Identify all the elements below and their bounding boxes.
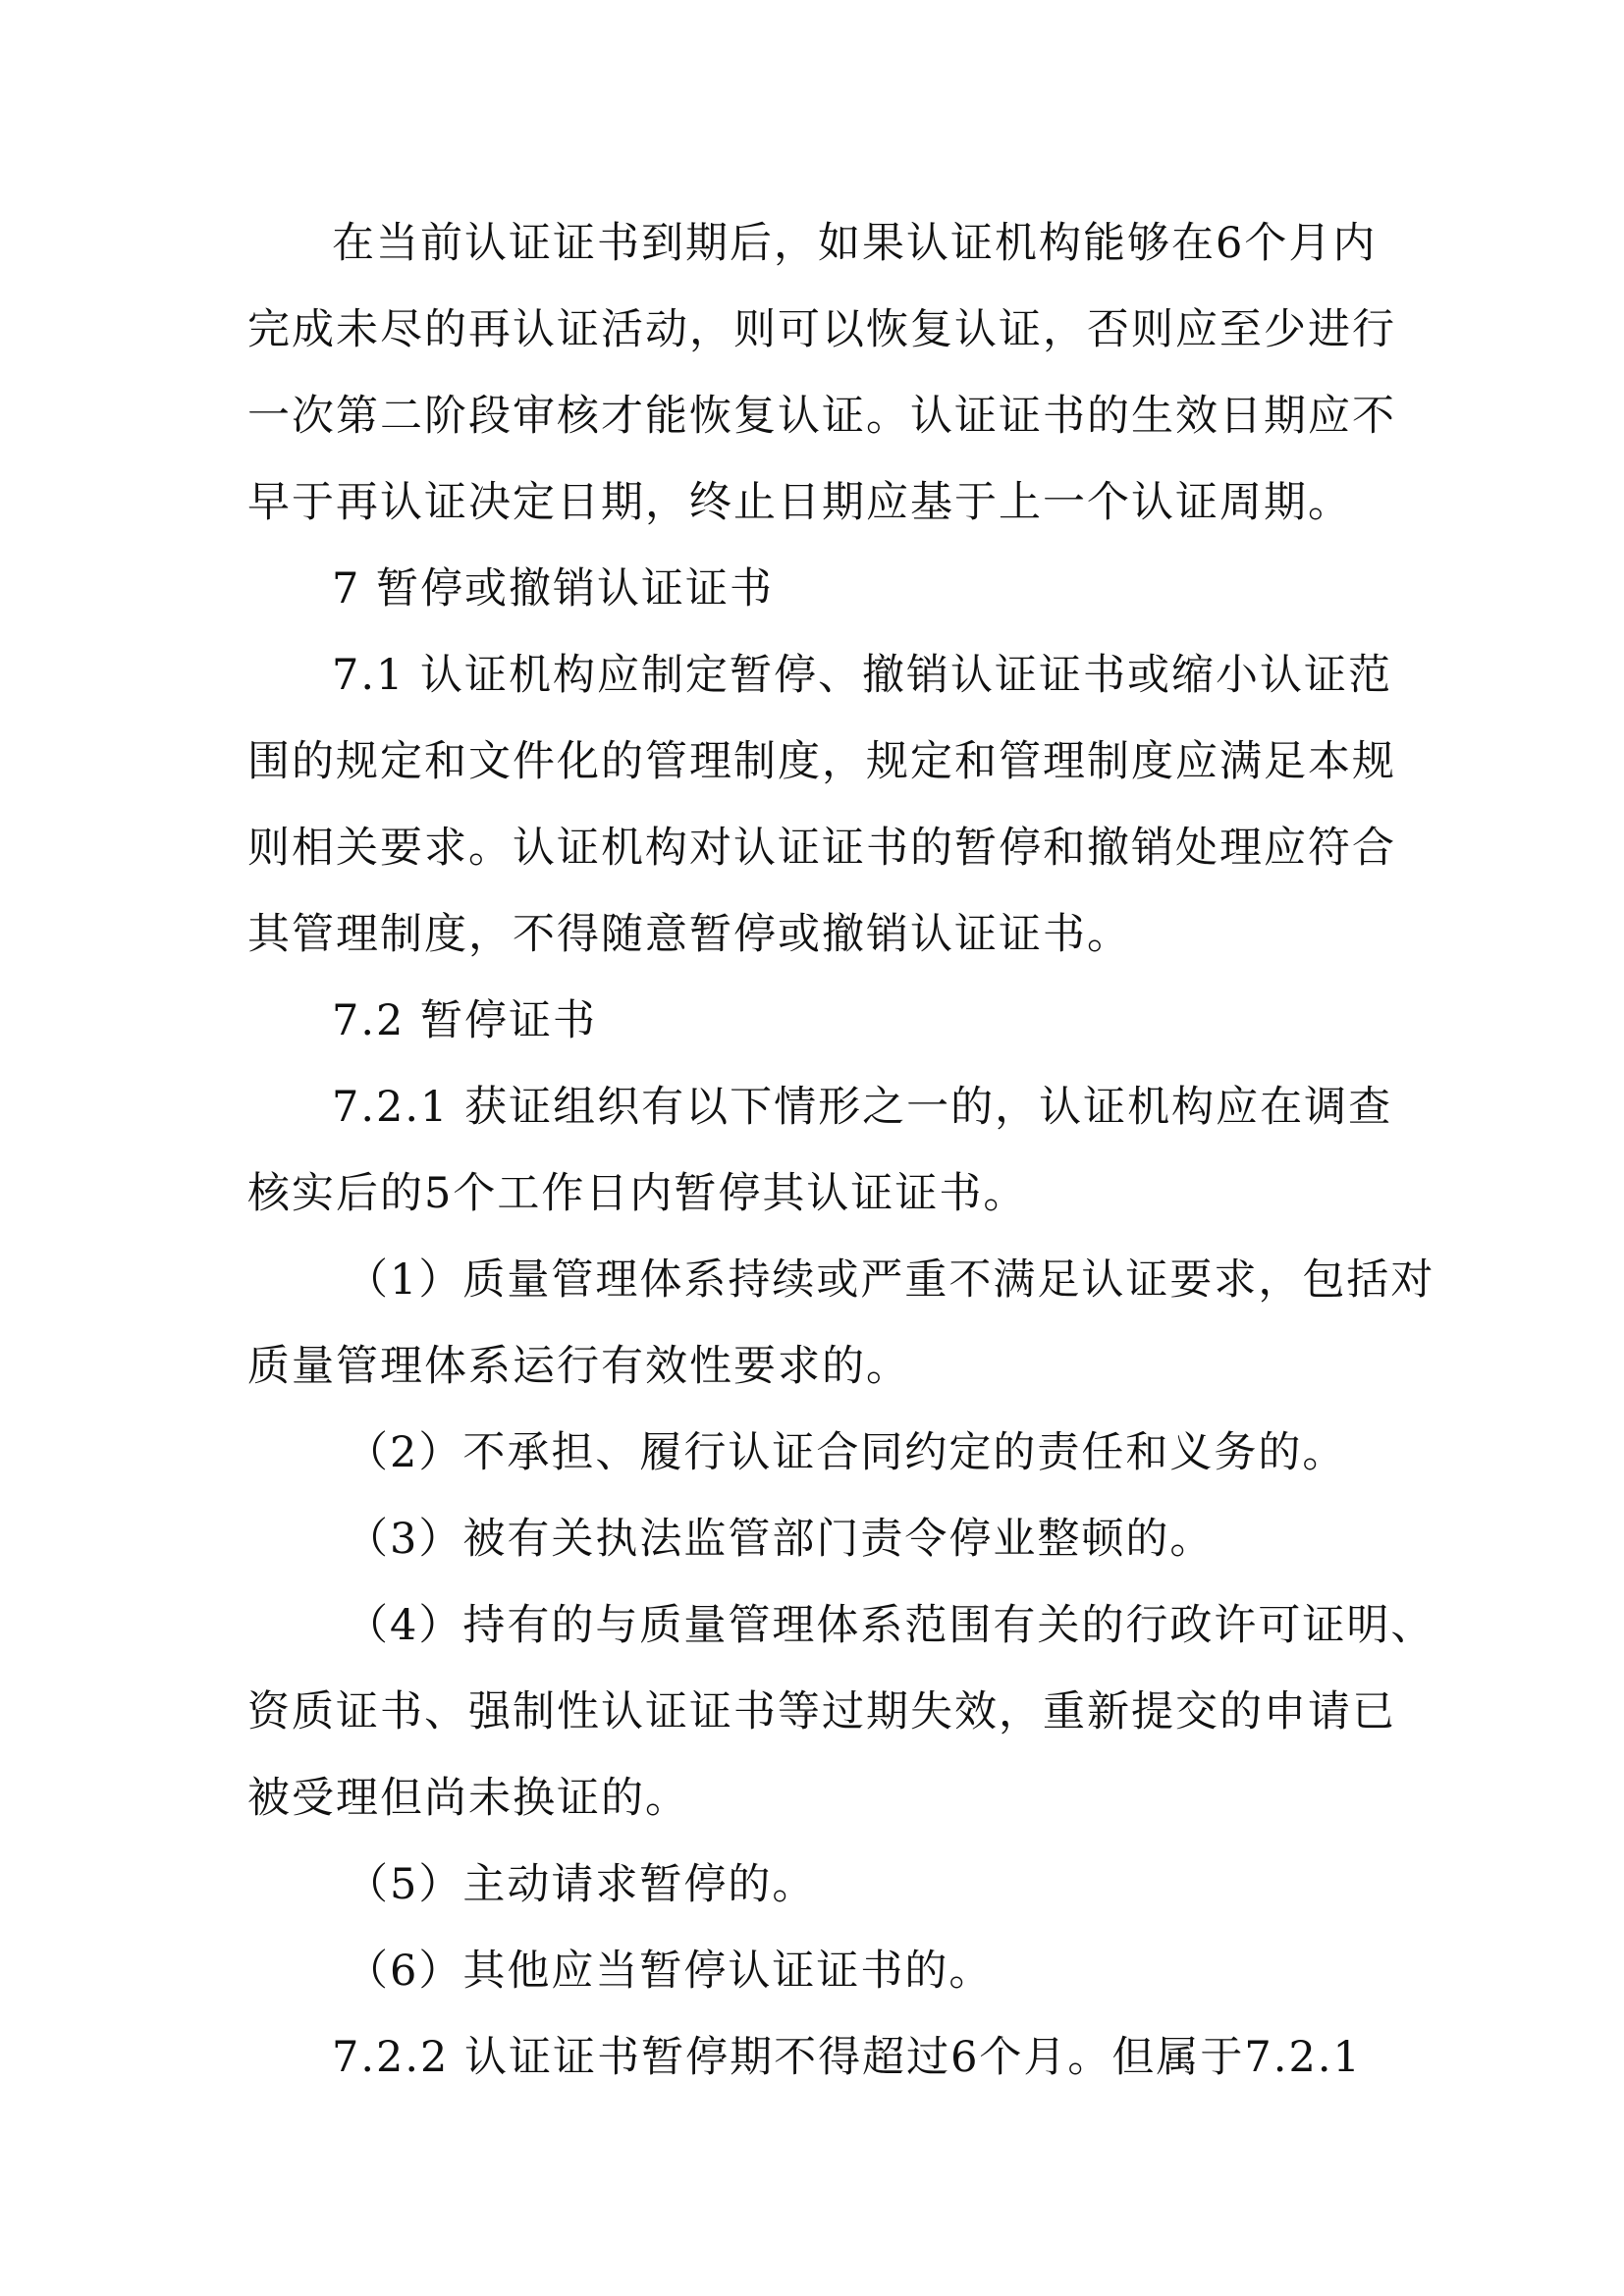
paragraph-line: 围的规定和文件化的管理制度，规定和管理制度应满足本规 bbox=[247, 737, 1396, 786]
list-item: （5）主动请求暂停的。 bbox=[346, 1860, 817, 1909]
paragraph-line: 在当前认证证书到期后，如果认证机构能够在6个月内 bbox=[332, 219, 1378, 268]
list-item: （4）持有的与质量管理体系范围有关的行政许可证明、 bbox=[346, 1601, 1435, 1650]
section-heading: 7 暂停或撤销认证证书 bbox=[332, 564, 775, 614]
list-item: （2）不承担、履行认证合同约定的责任和义务的。 bbox=[346, 1428, 1347, 1477]
list-item: （1）质量管理体系持续或严重不满足认证要求，包括对 bbox=[346, 1255, 1435, 1305]
paragraph-line: 一次第二阶段审核才能恢复认证。认证证书的生效日期应不 bbox=[247, 392, 1396, 441]
list-item: （3）被有关执法监管部门责令停业整顿的。 bbox=[346, 1515, 1215, 1564]
paragraph-line: 7.2.1 获证组织有以下情形之一的，认证机构应在调查 bbox=[332, 1083, 1393, 1132]
subsection-heading: 7.2 暂停证书 bbox=[332, 996, 598, 1045]
paragraph-line: 完成未尽的再认证活动，则可以恢复认证，否则应至少进行 bbox=[247, 305, 1396, 354]
paragraph-line: 7.1 认证机构应制定暂停、撤销认证证书或缩小认证范 bbox=[332, 651, 1393, 700]
paragraph-line: 则相关要求。认证机构对认证证书的暂停和撤销处理应符合 bbox=[247, 824, 1396, 873]
list-item: 被受理但尚未换证的。 bbox=[247, 1774, 689, 1823]
list-item: 质量管理体系运行有效性要求的。 bbox=[247, 1342, 910, 1391]
paragraph-line: 早于再认证决定日期，终止日期应基于上一个认证周期。 bbox=[247, 478, 1352, 527]
paragraph-line: 核实后的5个工作日内暂停其认证证书。 bbox=[247, 1169, 1028, 1218]
paragraph-line: 其管理制度，不得随意暂停或撤销认证证书。 bbox=[247, 910, 1131, 959]
paragraph-line: 7.2.2 认证证书暂停期不得超过6个月。但属于7.2.1 bbox=[332, 2033, 1362, 2082]
list-item: （6）其他应当暂停认证证书的。 bbox=[346, 1947, 994, 1996]
list-item: 资质证书、强制性认证证书等过期失效，重新提交的申请已 bbox=[247, 1687, 1396, 1736]
